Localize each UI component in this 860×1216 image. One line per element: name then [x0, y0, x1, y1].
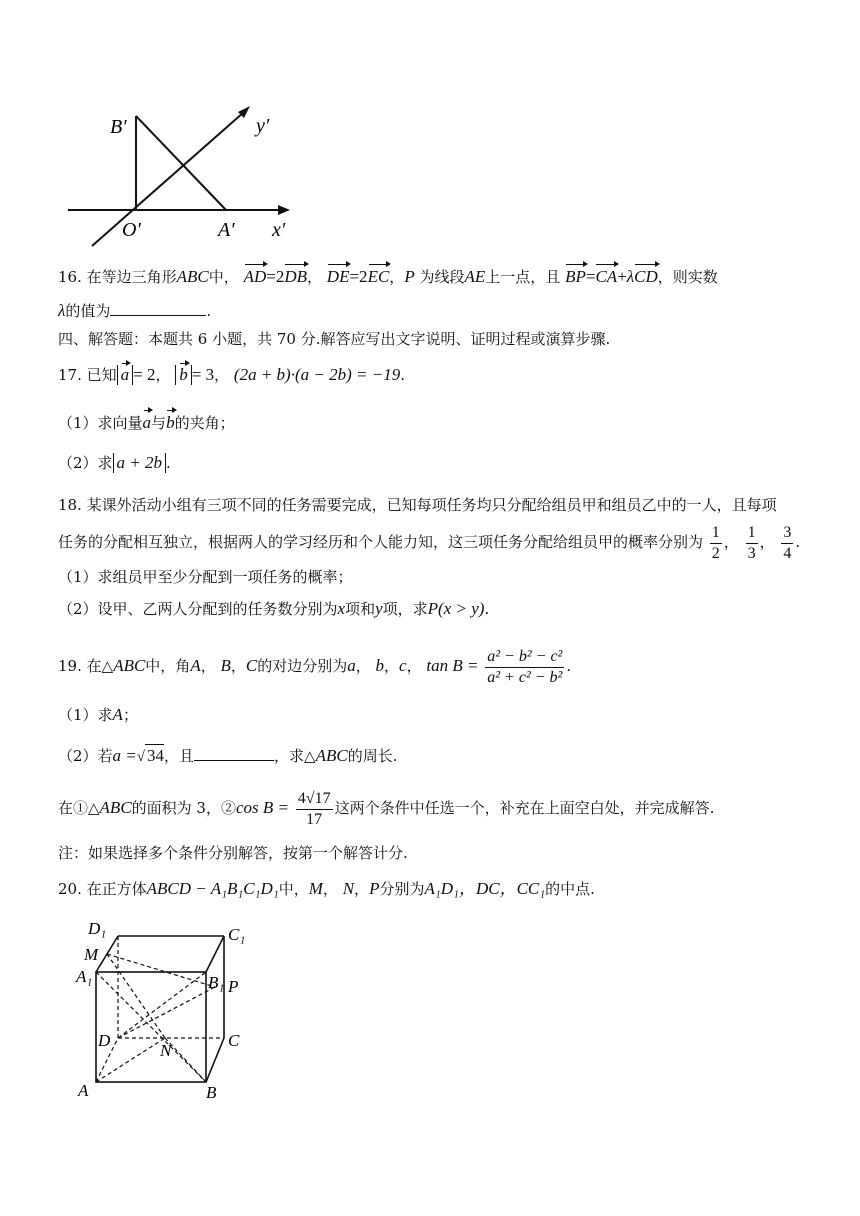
question-17-line1: 17. 已知 a = 2， b = 3， (2a + b)·(a − 2b) = −19.: [58, 365, 405, 384]
question-20-line1: 20. 在正方体ABCD − A₁B₁C₁D₁中，M， N，P分别为A₁D₁，DC，CC₁的中点.: [58, 879, 595, 898]
label-a1: A₁: [76, 967, 93, 986]
question-18-part1: （1）求组员甲至少分配到一项任务的概率；: [58, 568, 353, 586]
question-16-line2: λ的值为 .: [58, 301, 212, 320]
label-b-prime: B′: [110, 116, 127, 138]
label-b1: B₁: [208, 973, 225, 992]
question-16-line1: 16. 在等边三角形ABC中， AD=2DB， DE=2EC，P 为线段AE上一点，且 BP=CA+λCD，则实数: [58, 267, 718, 286]
label-y-prime: y′: [256, 115, 270, 137]
label-b: B: [206, 1083, 217, 1100]
question-19-part2: （2）若a =√ 34，且 ，求△ABC的周长.: [58, 746, 398, 765]
question-18-part2: （2）设甲、乙两人分配到的任务数分别为x项和y项，求P(x > y).: [58, 599, 490, 618]
question-18-line2: 任务的分配相互独立，根据两人的学习经历和个人能力知，这三项任务分配给组员甲的概率分别为 $\frac{1}{2}$ ， $\frac{1}{3}$ ， $\frac{3}{4}$ .: [58, 523, 801, 562]
label-m: M: [84, 945, 99, 964]
label-x-prime: x′: [272, 219, 286, 241]
question-17-part2: （2）求 a + 2b .: [58, 453, 171, 472]
condition-blank: [194, 760, 274, 761]
label-n: N: [160, 1041, 172, 1060]
label-d: D: [98, 1031, 111, 1050]
section-4-heading: 四、解答题：本题共 6 小题，共 70 分.解答应写出文字说明、证明过程或演算步骤.: [58, 330, 611, 348]
label-a: A: [78, 1081, 89, 1100]
answer-blank: [110, 315, 206, 316]
label-o-prime: O′: [122, 219, 141, 241]
label-d1: D₁: [88, 919, 107, 938]
question-19-line1: 19. 在△ABC中，角A， B，C的对边分别为a， b，c， tan B = $\frac{\text{a² − b² − c²}}{\text{a² + c² − b²}}$ .: [58, 647, 572, 686]
coordinate-triangle-figure: [60, 100, 300, 250]
label-c1: C₁: [228, 925, 246, 944]
question-19-options: 在①△ABC的面积为 3，②cos B = $\frac{4√17}{17}$ 这两个条件中任选一个，补充在上面空白处，并完成解答.: [58, 789, 715, 828]
label-c: C: [228, 1031, 240, 1050]
label-p: P: [228, 977, 239, 996]
question-17-part1: （1）求向量a与b的夹角；: [58, 413, 235, 432]
label-a-prime: A′: [218, 219, 235, 241]
question-19-note: 注：如果选择多个条件分别解答，按第一个解答计分.: [58, 844, 408, 862]
question-18-line1: 18. 某课外活动小组有三项不同的任务需要完成，已知每项任务均只分配给组员甲和组员乙中的一人，且每项: [58, 496, 777, 514]
question-19-part1: （1）求A；: [58, 705, 138, 724]
cube-figure: [70, 918, 260, 1100]
